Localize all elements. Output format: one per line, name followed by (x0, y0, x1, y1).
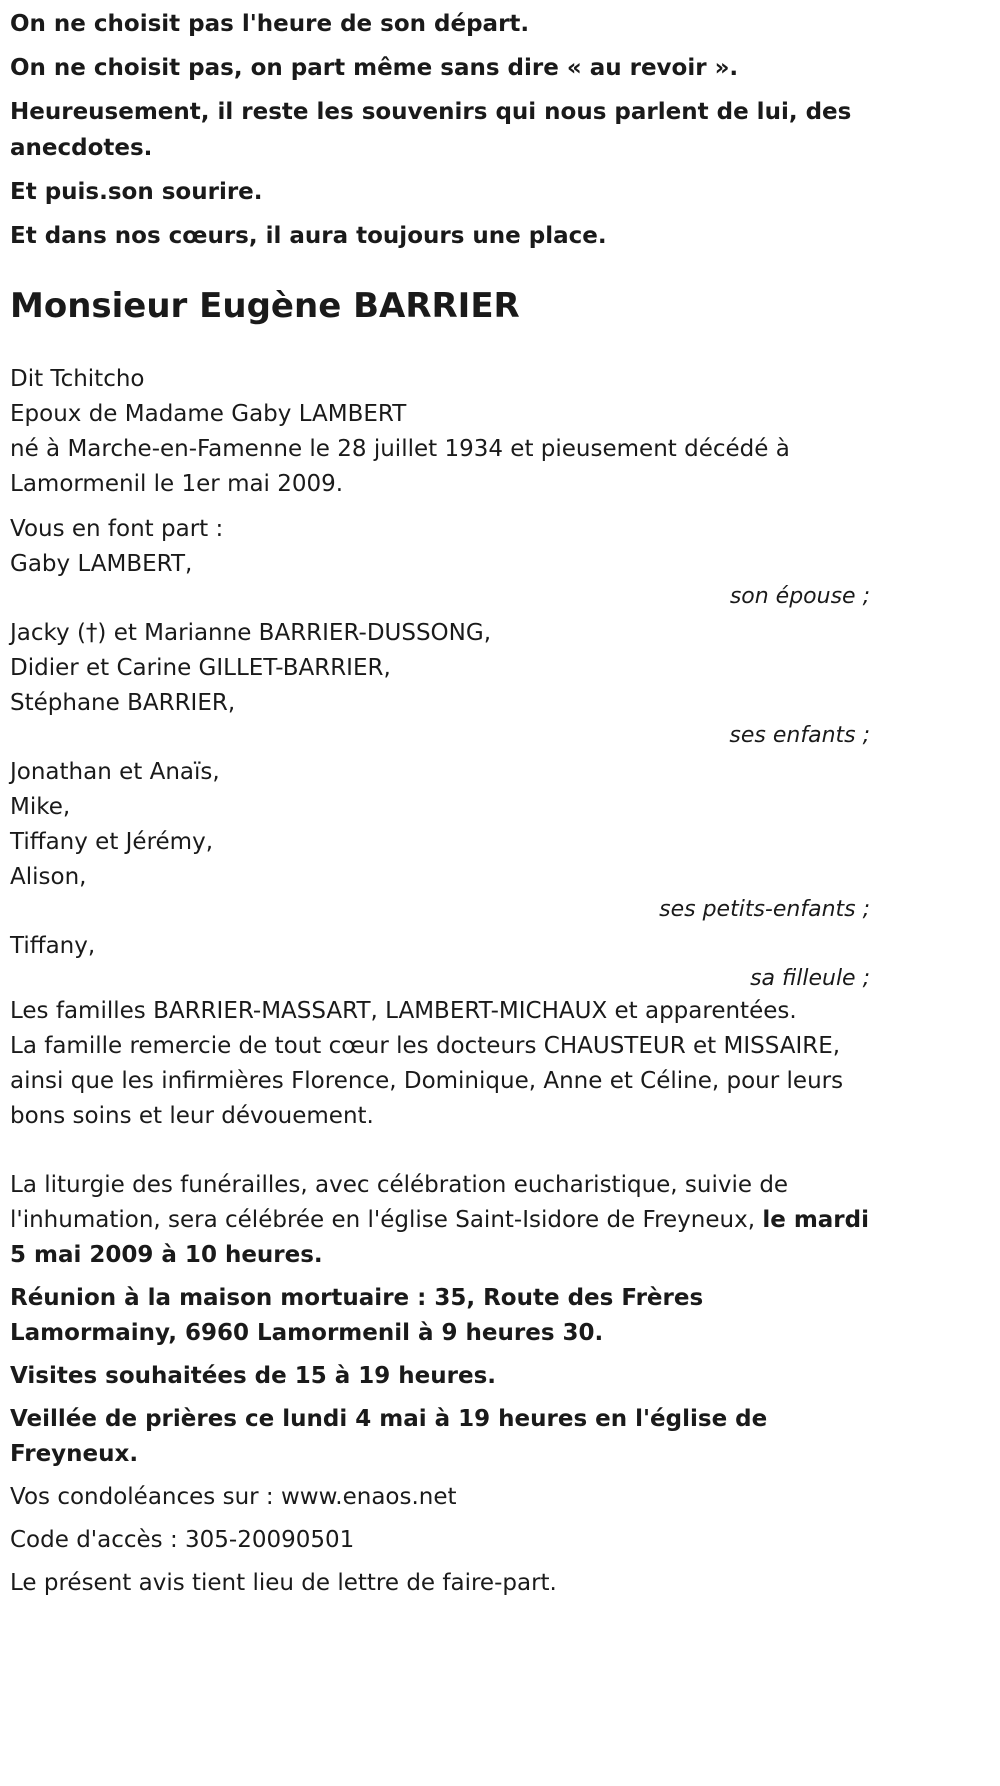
liturgy-text: La liturgie des funérailles, avec célébration eucharistique, suivie de l'inhumation, sera célébrée en l'église Saint-Isidore de Freyneux, (10, 1172, 789, 1233)
birth-death: né à Marche-en-Famenne le 28 juillet 1934 et pieusement décédé à Lamormenil le 1er mai 2009. (10, 436, 790, 497)
liturgy-paragraph (10, 1168, 870, 1273)
family-name: Alison, (10, 864, 87, 890)
condolences-line: Vos condoléances sur : www.enaos.net (10, 1484, 457, 1510)
family-name: Gaby LAMBERT, (10, 551, 193, 577)
footer-info (10, 1480, 870, 1601)
intro-line: On ne choisit pas l'heure de son départ. (10, 11, 530, 37)
deceased-name: Monsieur Eugène BARRIER (10, 286, 520, 326)
thanks-paragraph: La famille remercie de tout cœur les docteurs CHAUSTEUR et MISSAIRE, ainsi que les infirmières Florence, Dominique, Anne et Céline, pour leurs bons soins et leur dévouement. (10, 1033, 844, 1129)
spouse: Epoux de Madame Gaby LAMBERT (10, 401, 407, 427)
family-group-goddaughter (10, 929, 870, 994)
family-role: sa filleule ; (750, 966, 870, 991)
families-line: Les familles BARRIER-MASSART, LAMBERT-MICHAUX et apparentées. (10, 998, 797, 1024)
nickname: Dit Tchitcho (10, 366, 145, 392)
visits-info: Visites souhaitées de 15 à 19 heures. (10, 1363, 497, 1389)
obituary-notice (10, 0, 870, 1601)
family-role: ses petits-enfants ; (659, 897, 870, 922)
notice-line: Le présent avis tient lieu de lettre de faire-part. (10, 1570, 557, 1596)
family-name: Mike, (10, 794, 71, 820)
meeting-info: Réunion à la maison mortuaire : 35, Route des Frères Lamormainy, 6960 Lamormenil à 9 heures 30. (10, 1285, 704, 1346)
family-name: Tiffany, (10, 933, 96, 959)
family-name: Jonathan et Anaïs, (10, 759, 220, 785)
family-group-children (10, 616, 870, 751)
family-role: ses enfants ; (729, 723, 870, 748)
family-name: Didier et Carine GILLET-BARRIER, (10, 655, 391, 681)
deceased-details (10, 362, 870, 502)
vigil-info: Veillée de prières ce lundi 4 mai à 19 heures en l'église de Freyneux. (10, 1406, 768, 1467)
access-code: Code d'accès : 305-20090501 (10, 1527, 355, 1553)
family-role: son épouse ; (729, 584, 870, 609)
family-group-grandchildren (10, 755, 870, 925)
family-announcement (10, 512, 870, 1134)
announcement-intro: Vous en font part : (10, 516, 224, 542)
family-group-spouse (10, 547, 870, 612)
family-name: Stéphane BARRIER, (10, 690, 236, 716)
intro-verse (10, 0, 870, 262)
intro-line: Et puis.son sourire. (10, 179, 263, 205)
family-name: Tiffany et Jérémy, (10, 829, 214, 855)
intro-line: Heureusement, il reste les souvenirs qui nous parlent de lui, des anecdotes. (10, 99, 852, 161)
intro-line: On ne choisit pas, on part même sans dire « au revoir ». (10, 55, 739, 81)
ceremony-details (10, 1168, 870, 1472)
liturgy-date: le mardi 5 mai 2009 à 10 heures. (10, 1207, 869, 1268)
intro-line: Et dans nos cœurs, il aura toujours une place. (10, 223, 607, 249)
family-name: Jacky (†) et Marianne BARRIER-DUSSONG, (10, 620, 492, 646)
